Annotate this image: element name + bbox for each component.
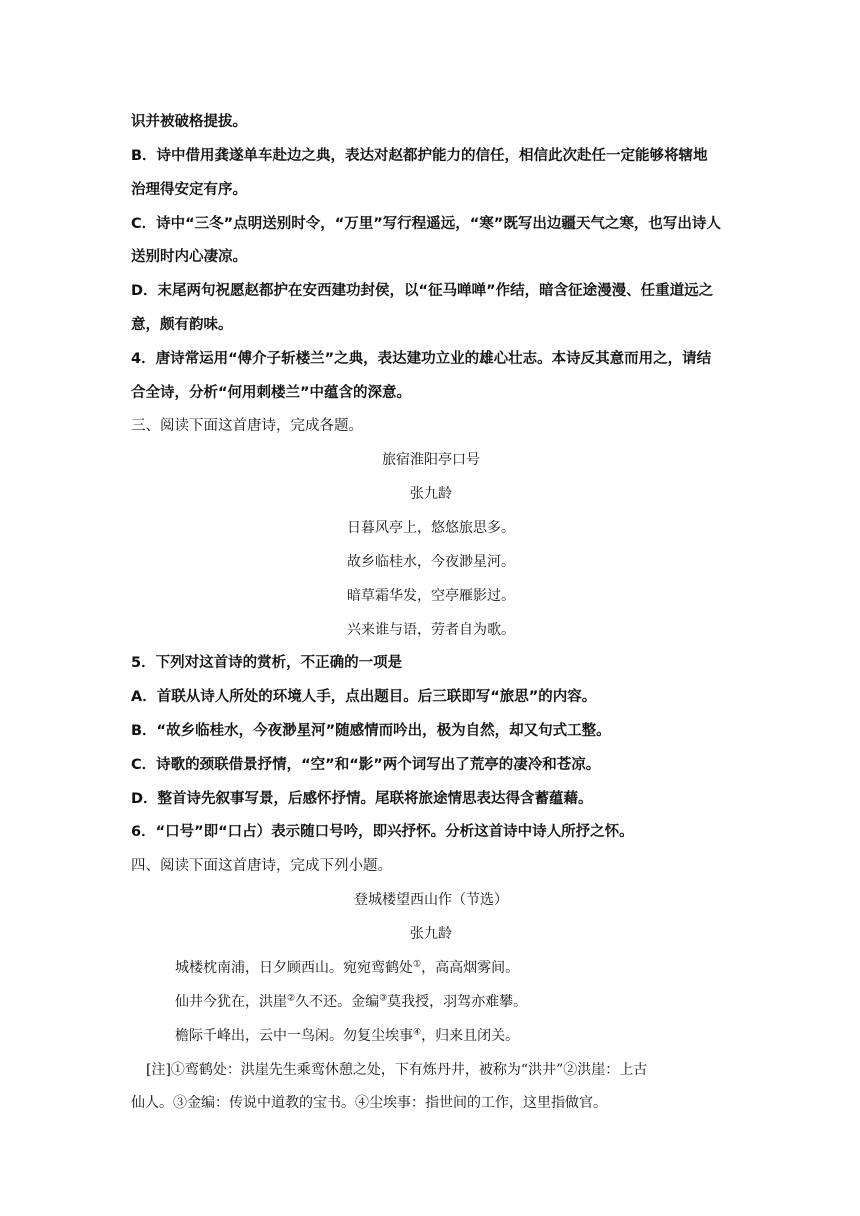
poem2-line-3: 檐际千峰出，云中一鸟闲。勿复尘埃事④，归来且闭关。 bbox=[175, 1027, 520, 1044]
poem2-line-2: 仙井今犹在，洪崖②久不还。金编③莫我授，羽驾亦难攀。 bbox=[175, 993, 528, 1010]
question-5-option-a: A．首联从诗人所处的环境人手，点出题目。后三联即写“旅思”的内容。 bbox=[131, 689, 597, 705]
option-c-line1: C．诗中“三冬”点明送别时令，“万里”写行程遥远，“寒”既写出边疆天气之寒，也写出诗人 bbox=[131, 216, 721, 232]
question-5-option-d: D．整首诗先叙事写景，后感怀抒情。尾联将旅途情思表达得含蓄蕴藉。 bbox=[131, 791, 593, 807]
poem1-line-1: 日暮风亭上，悠悠旅思多。 bbox=[347, 520, 515, 536]
poem1-author: 张九龄 bbox=[410, 486, 452, 502]
poem2-author: 张九龄 bbox=[410, 926, 452, 942]
section-4-heading: 四、阅读下面这首唐诗，完成下列小题。 bbox=[131, 858, 392, 874]
poem1-title: 旅宿淮阳亭口号 bbox=[382, 452, 480, 468]
option-b-line1: B．诗中借用龚遂单车赴边之典，表达对赵都护能力的信任，相信此次赴任一定能够将辖地 bbox=[131, 148, 708, 164]
poem2-line-1: 城楼枕南浦，日夕顾西山。宛宛鸾鹤处①，高高烟雾间。 bbox=[175, 959, 520, 976]
option-d-line2: 意，颇有韵味。 bbox=[131, 317, 233, 333]
question-5-option-c: C．诗歌的颈联借景抒情，“空”和“影”两个词写出了荒亭的凄冷和苍凉。 bbox=[131, 757, 601, 773]
section-3-heading: 三、阅读下面这首唐诗，完成各题。 bbox=[131, 418, 363, 434]
question-5-stem: 5．下列对这首诗的赏析，不正确的一项是 bbox=[131, 655, 403, 671]
poem1-line-4: 兴来谁与语，劳者自为歌。 bbox=[347, 622, 515, 638]
annotation-line-2: 仙人。③金编：传说中道教的宝书。④尘埃事：指世间的工作，这里指做官。 bbox=[131, 1095, 607, 1111]
question-5-option-b: B．“故乡临桂水，今夜渺星河”随感情而吟出，极为自然，却又句式工整。 bbox=[131, 723, 611, 739]
poem2-title: 登城楼望西山作（节选） bbox=[354, 892, 508, 908]
poem1-line-3: 暗草霜华发，空亭雁影过。 bbox=[347, 588, 515, 604]
poem1-line-2: 故乡临桂水，今夜渺星河。 bbox=[347, 554, 515, 570]
question-6: 6．“口号”即“口占）表示随口号吟，即兴抒怀。分析这首诗中诗人所抒之怀。 bbox=[131, 824, 634, 840]
option-c-line2: 送别时内心凄凉。 bbox=[131, 249, 247, 265]
option-d-line1: D．末尾两句祝愿赵都护在安西建功封侯，以“征马啴啴”作结，暗含征途漫漫、任重道远之 bbox=[131, 283, 714, 299]
question-4-line2: 合全诗，分析“何用刺楼兰”中蕴含的深意。 bbox=[131, 385, 412, 401]
option-b-line2: 治理得安定有序。 bbox=[131, 182, 247, 198]
annotation-line-1: [注]①鸾鹤处：洪崖先生乘鸾休憩之处，下有炼丹井，被称为“洪井”②洪崖：上古 bbox=[146, 1062, 648, 1078]
option-a-continuation: 识并被破格提拔。 bbox=[131, 114, 247, 130]
question-4-line1: 4．唐诗常运用“傅介子斩楼兰”之典，表达建功立业的雄心壮志。本诗反其意而用之，请结 bbox=[131, 351, 712, 367]
